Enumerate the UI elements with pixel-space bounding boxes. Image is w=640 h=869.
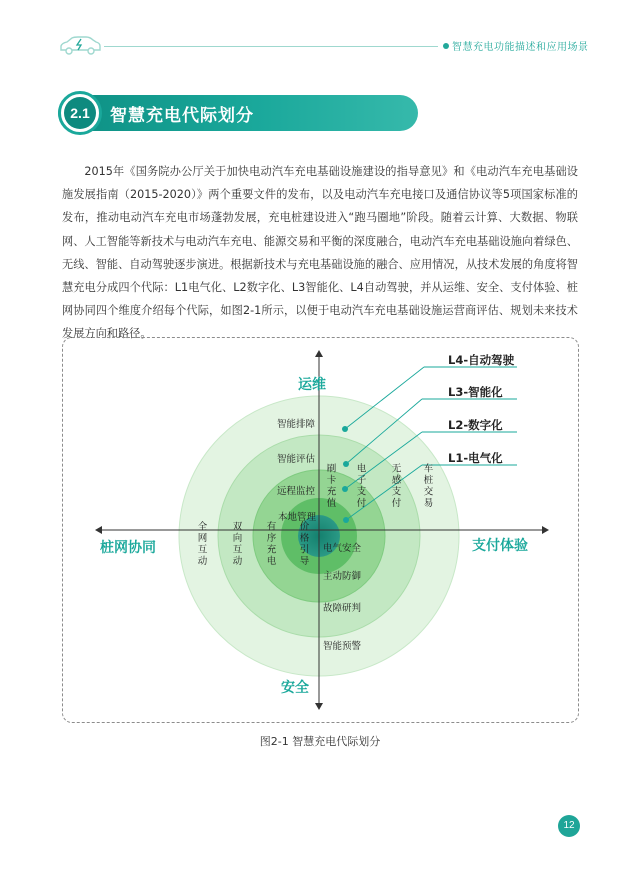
axis-label-right: 支付体验: [472, 538, 528, 554]
header-rule: [104, 46, 438, 47]
ops-item: 远程监控: [277, 486, 316, 497]
level-l2-label: L2-数字化: [448, 418, 503, 432]
body-paragraph: 2015年《国务院办公厅关于加快电动汽车充电基础设施建设的指导意见》和《电动汽车充电基础设施发展指南（2015-2020）》两个重要文件的发布，以及电动汽车充电接口及通信协议等5项国家标准的发布，推动电动汽车充电市场蓬勃发展，充电桩建设进入“跑马圈地”阶段。随着云计算、大数据、物联网、人工智能等新技术与电动汽车充电、能源交易和平衡的深度融合，电动汽车充电基础设施向着绿色、无线、智能、自动驾驶逐步演进。根据新技术与充电基础设施的融合、应用情况，从技术发展的角度将智慧充电分成四个代际：L1电气化、L2数字化、L3智能化、L4自动驾驶，并从运维、安全、支付体验、桩网协同四个维度介绍每个代际，如图2-1所示，以便于电动汽车充电基础设施运营商评估、规划未来技术发展方向和路径。: [62, 165, 578, 341]
axis-label-bottom: 安全: [281, 680, 309, 696]
section-number: 2.1: [64, 97, 96, 129]
ops-item: 智能排障: [277, 419, 316, 430]
header-title: 智慧充电功能描述和应用场景: [452, 42, 589, 53]
page-number: 12: [558, 815, 580, 837]
pay-item: 无感支付: [389, 463, 401, 509]
safety-item: 电气安全: [323, 543, 362, 554]
ops-item: 智能评估: [277, 454, 316, 465]
safety-item: 智能预警: [323, 641, 362, 652]
header-dot: [443, 43, 449, 49]
safety-item: 故障研判: [323, 603, 362, 614]
grid-item: 价格引导: [297, 521, 309, 567]
level-l4-label: L4-自动驾驶: [448, 353, 515, 367]
section-title: 智慧充电代际划分: [110, 106, 254, 126]
pay-item: 刷卡充值: [324, 463, 336, 509]
axis-label-top: 运维: [298, 377, 326, 393]
car-charging-icon: [58, 34, 102, 56]
grid-item: 全网互动: [195, 521, 207, 567]
safety-item: 主动防御: [323, 571, 362, 582]
section-number-badge: [58, 91, 102, 135]
axis-label-left: 桩网协同: [100, 540, 156, 556]
generation-diagram: [62, 337, 579, 723]
pay-item: 电子支付: [354, 463, 366, 509]
grid-item: 双向互动: [230, 521, 242, 567]
level-l1-label: L1-电气化: [448, 451, 503, 465]
grid-item: 有序充电: [264, 521, 276, 567]
figure-caption: 图2-1 智慧充电代际划分: [259, 735, 381, 748]
ops-item: 本地管理: [278, 512, 317, 523]
pay-item: 车桩交易: [421, 463, 433, 509]
level-l3-label: L3-智能化: [448, 385, 503, 399]
page-header: [0, 0, 640, 70]
